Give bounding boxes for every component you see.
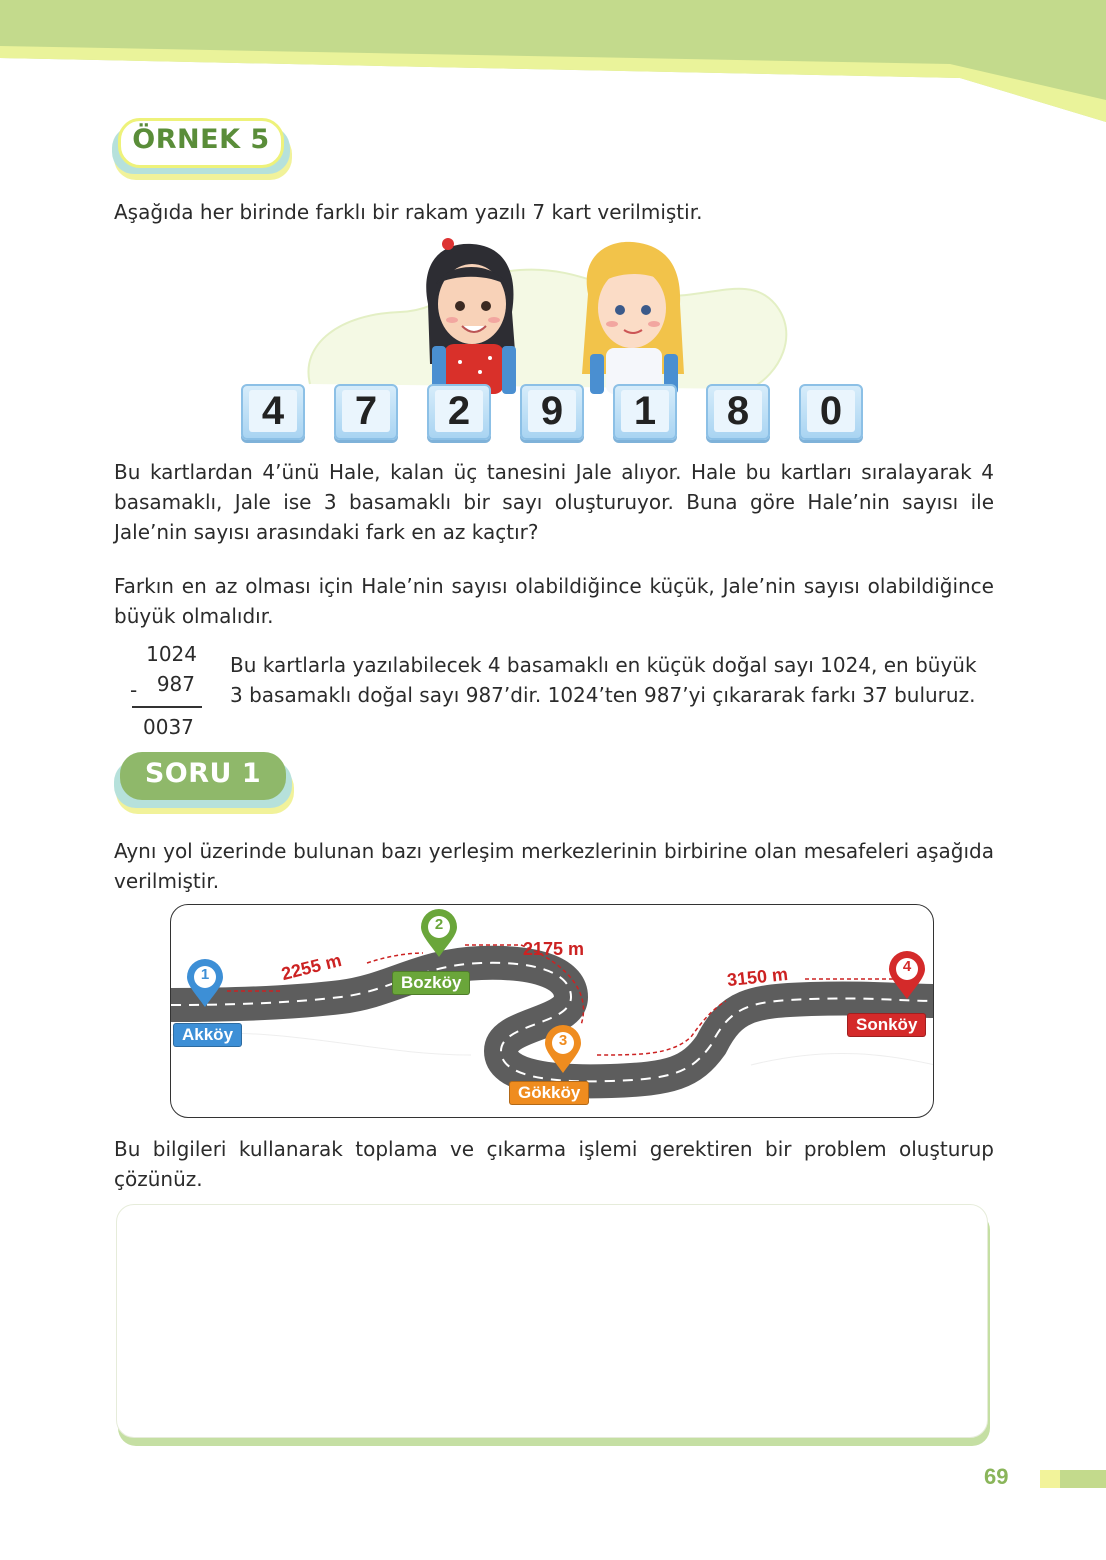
distance-bozkoy-gokkoy: 2175 m	[523, 939, 585, 959]
minuend: 1024	[146, 642, 197, 666]
page-band-green	[1060, 1470, 1106, 1488]
question-task: Bu bilgileri kullanarak toplama ve çıkarma işlemi gerektiren bir problem oluşturup çözünüz.	[114, 1137, 994, 1191]
pin-3-number: 3	[558, 1032, 568, 1049]
girls-illustration	[280, 234, 800, 394]
example-badge-label: ÖRNEK 5	[132, 123, 270, 155]
subtrahend: 987	[156, 672, 195, 696]
digit-card: 2	[427, 384, 491, 440]
pin-2-number: 2	[434, 916, 444, 933]
page-number: 69	[984, 1464, 1009, 1489]
place-label-bozkoy: Bozköy	[392, 971, 470, 995]
road-map	[170, 904, 934, 1118]
place-label-akkoy: Akköy	[173, 1023, 242, 1047]
distance-gokkoy-sonkoy: 3150 m	[726, 963, 789, 991]
example-intro: Aşağıda her birinde farklı bir rakam yazılı 7 kart verilmiştir.	[114, 200, 703, 224]
digit-card: 7	[334, 384, 398, 440]
example-badge	[112, 118, 290, 174]
digit-card: 9	[520, 384, 584, 440]
digit-card: 8	[706, 384, 770, 440]
page-band-yellow	[1040, 1470, 1060, 1488]
place-label-gokkoy: Gökköy	[509, 1081, 589, 1105]
digit-card: 0	[799, 384, 863, 440]
question-badge	[114, 752, 292, 808]
pin-4-number: 4	[902, 958, 912, 975]
place-label-sonkoy: Sonköy	[847, 1013, 926, 1037]
header-decoration	[0, 0, 1106, 130]
example-solution: Bu kartlarla yazılabilecek 4 basamaklı en küçük doğal sayı 1024, en büyük 3 basamaklı doğal sayı 987’dir. 1024’ten 987’yi çıkararak farkı 37 buluruz.	[230, 653, 977, 707]
example-question: Bu kartlardan 4’ünü Hale, kalan üç tanesini Jale alıyor. Hale bu kartları sıralayarak 4 basamaklı, Jale ise 3 basamaklı bir sayı oluşturuyor. Buna göre Hale’nin sayısı ile Jale’nin sayısı arasındaki fark en az kaçtır?	[114, 460, 994, 544]
answer-box[interactable]	[116, 1204, 988, 1438]
result-line	[132, 706, 202, 708]
pin-1-number: 1	[200, 966, 210, 983]
question-intro: Aynı yol üzerinde bulunan bazı yerleşim merkezlerinin birbirine olan mesafeleri aşağıda verilmiştir.	[114, 839, 994, 893]
example-explanation: Farkın en az olması için Hale’nin sayısı olabildiğince küçük, Jale’nin sayısı olabildiğince büyük olmalıdır.	[114, 574, 994, 628]
girl-hale-icon	[426, 238, 516, 394]
question-badge-label: SORU 1	[144, 757, 262, 789]
distance-akkoy-bozkoy: 2255 m	[279, 949, 344, 985]
girl-jale-icon	[582, 242, 684, 394]
minus-sign: -	[130, 678, 138, 702]
digit-card: 1	[613, 384, 677, 440]
digit-card: 4	[241, 384, 305, 440]
subtraction-operation	[128, 642, 203, 742]
difference: 0037	[143, 715, 194, 739]
